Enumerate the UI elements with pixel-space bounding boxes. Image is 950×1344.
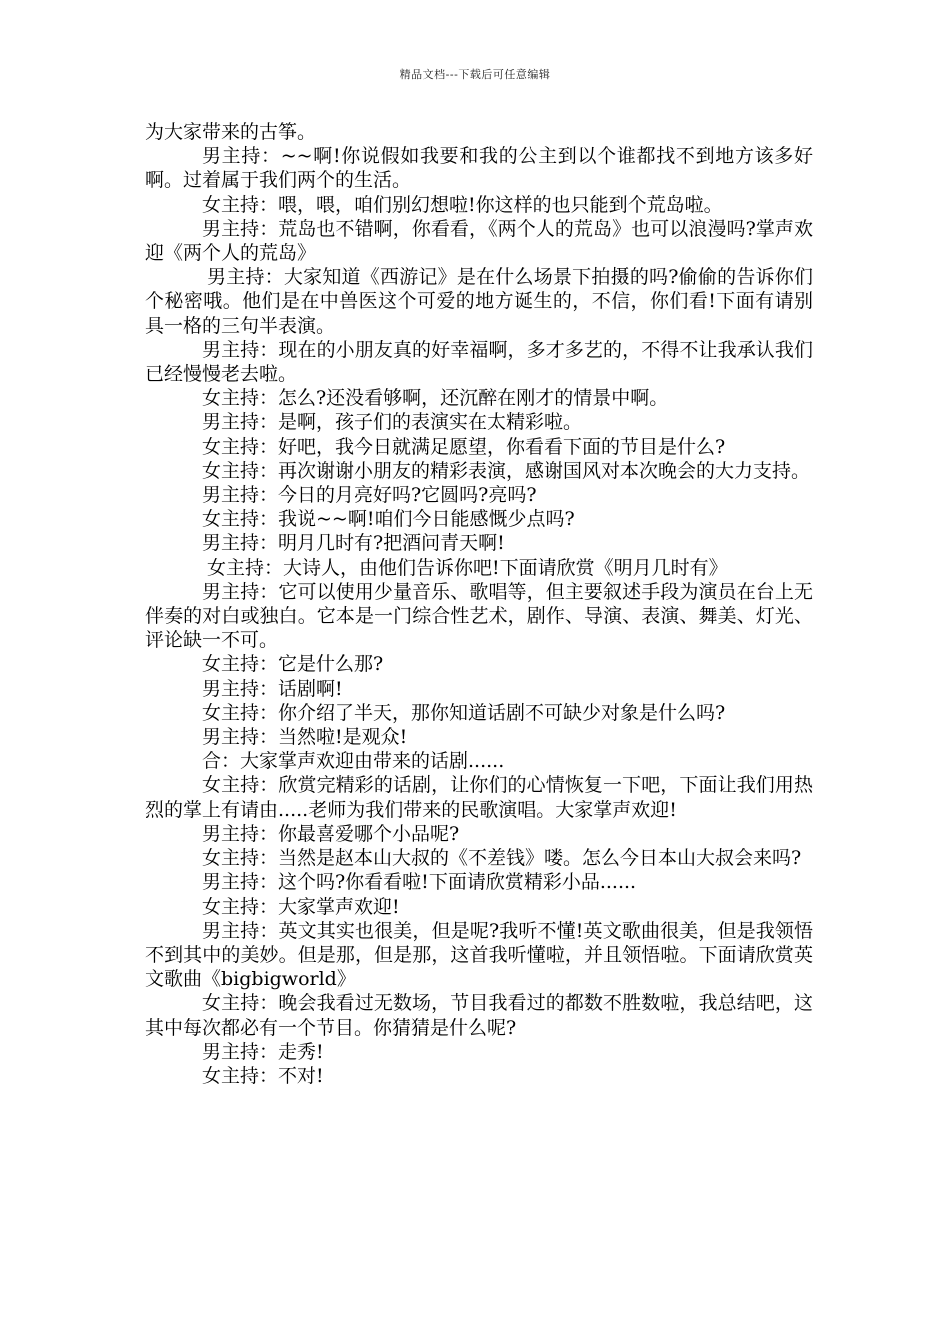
document-body	[145, 120, 813, 1088]
paragraph: 女主持：欣赏完精彩的话剧，让你们的心情恢复一下吧，下面让我们用热烈的掌上有请由.....老师为我们带来的民歌演唱。大家掌声欢迎!	[145, 774, 813, 821]
paragraph: 男主持：荒岛也不错啊，你看看，《两个人的荒岛》也可以浪漫吗?掌声欢迎《两个人的荒岛》	[145, 217, 813, 265]
paragraph: 女主持：怎么?还没看够啊，还沉醉在刚才的情景中啊。	[202, 387, 669, 410]
paragraph: 男主持：这个吗?你看看啦!下面请欣赏精彩小品......	[202, 871, 637, 894]
paragraph: 男主持：话剧啊!	[202, 677, 343, 700]
paragraph: 女主持：喂，喂，咱们别幻想啦!你这样的也只能到个荒岛啦。	[202, 193, 723, 216]
paragraph: 女主持：好吧，我今日就满足愿望，你看看下面的节目是什么?	[202, 435, 726, 458]
paragraph: 女主持：你介绍了半天，那你知道话剧不可缺少对象是什么吗?	[202, 701, 726, 724]
paragraph: 男主持：当然啦!是观众!	[202, 726, 408, 749]
paragraph: 女主持：它是什么那?	[202, 653, 384, 676]
paragraph: 女主持：大家掌声欢迎!	[202, 895, 400, 918]
paragraph: 女主持：再次谢谢小朋友的精彩表演，感谢国风对本次晚会的大力支持。	[202, 459, 811, 482]
paragraph: 合：大家掌声欢迎由带来的话剧......	[202, 750, 505, 773]
paragraph: 男主持：是啊，孩子们的表演实在太精彩啦。	[202, 411, 583, 434]
paragraph: 为大家带来的古筝。	[145, 121, 317, 143]
paragraph: 男主持：明月几时有?把酒问青天啊!	[202, 532, 505, 555]
paragraph: 男主持：你最喜爱哪个小品呢?	[202, 822, 460, 845]
page-header: 精品文档---下载后可任意编辑	[399, 68, 551, 81]
paragraph: 男主持：~~啊!你说假如我要和我的公主到以个谁都找不到地方该多好啊。过着属于我们两个的生活。	[145, 145, 813, 192]
paragraph: 男主持：今日的月亮好吗?它圆吗?亮吗?	[202, 484, 537, 507]
paragraph: 男主持：现在的小朋友真的好幸福啊，多才多艺的，不得不让我承认我们已经慢慢老去啦。	[145, 338, 813, 386]
paragraph: 女主持：晚会我看过无数场，节目我看过的都数不胜数啦，我总结吧，这其中每次都必有一个节目。你猜猜是什么呢?	[145, 992, 813, 1039]
paragraph: 男主持：走秀!	[202, 1040, 324, 1063]
paragraph: 女主持：我说~~啊!咱们今日能感慨少点吗?	[202, 508, 575, 531]
paragraph: 女主持：大诗人，由他们告诉你吧!下面请欣赏《明月几时有》	[207, 556, 728, 579]
paragraph: 女主持：不对!	[202, 1064, 324, 1087]
paragraph: 男主持：英文其实也很美，但是呢?我听不懂!英文歌曲很美，但是我领悟不到其中的美妙。但是那，但是那，这首我听懂啦，并且领悟啦。下面请欣赏英文歌曲《bigbigworld》	[145, 919, 813, 991]
paragraph: 女主持：当然是赵本山大叔的《不差钱》喽。怎么今日本山大叔会来吗?	[202, 847, 802, 870]
paragraph: 男主持：它可以使用少量音乐、歌唱等，但主要叙述手段为演员在台上无伴奏的对白或独白。它本是一门综合性艺术，剧作、导演、表演、舞美、灯光、评论缺一不可。	[145, 580, 813, 652]
paragraph: 男主持：大家知道《西游记》是在什么场景下拍摄的吗?偷偷的告诉你们个秘密哦。他们是在中兽医这个可爱的地方诞生的，不信，你们看!下面有请别具一格的三句半表演。	[145, 266, 813, 337]
